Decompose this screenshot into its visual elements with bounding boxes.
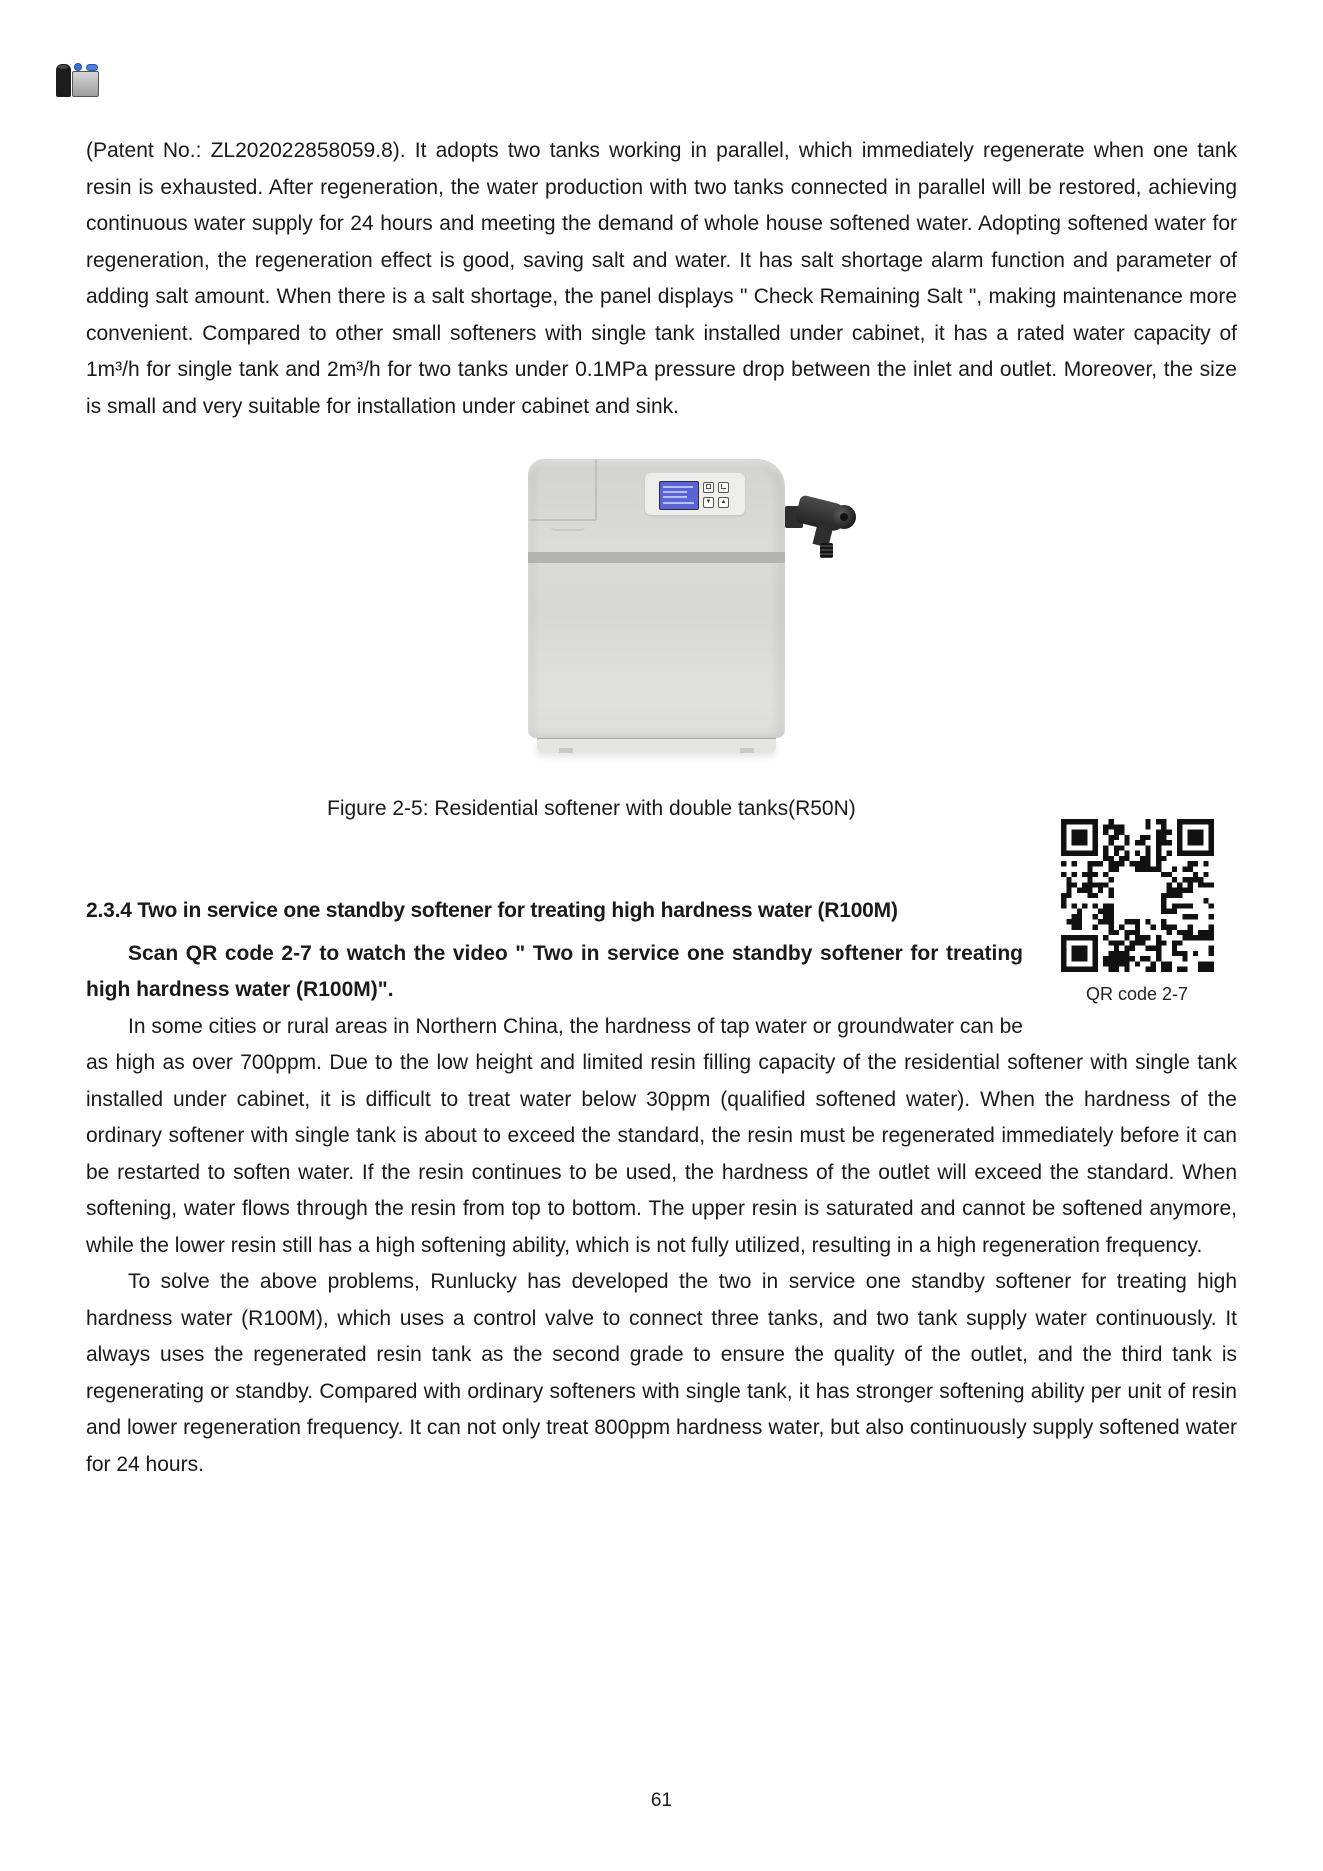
qr-logo-dot-icon [74,63,82,71]
device-base [537,738,776,753]
device-buttons [703,482,729,508]
device-enter-button [718,482,729,493]
figure-caption: Figure 2-5: Residential softener with double tanks(R50N) [327,797,856,820]
page-number: 61 [650,1790,673,1811]
device-up-button: ▲ [718,497,729,508]
device-lid-handle [551,523,585,531]
device-down-button: ▼ [703,497,714,508]
device-menu-button [703,482,714,493]
body-paragraph-2: To solve the above problems, Runlucky has developed the two in service one standby softener for treating high hardness water (R100M), which uses a control valve to connect three tanks, and two tank supply water continuously. It always uses the regenerated resin tank as the second grade to ensure the quality of the outlet, and the third tank is regenerating or standby. Compared with ordinary softeners with single tank, it has stronger softening ability per unit of resin and lower regeneration frequency. It can not only treat 800ppm hardness water, but also continuously supply softened water for 24 hours. [86,1270,1237,1476]
device-control-panel [645,473,745,515]
qr-code-image [1061,819,1214,972]
qr-caption: QR code 2-7 [1085,984,1189,1004]
device-lcd-screen [659,481,699,510]
qr-logo-softener-icon [72,71,99,97]
softener-device-photo [523,456,858,756]
qr-code-block [1037,819,1237,1040]
body-paragraph-1: In some cities or rural areas in Northern China, the hardness of tap water or groundwater can be as high as over 700ppm. Due to the low height and limited resin filling capacity of the residential softener with single tank installed under cabinet, it is difficult to treat water below 30ppm (qualified softened water). When the hardness of the ordinary softener with single tank is about to exceed the standard, the resin must be regenerated immediately before it can be restarted to soften water. If the resin continues to be used, the hardness of the outlet will exceed the standard. When softening, water flows through the resin from top to bottom. The upper resin is saturated and cannot be softened anymore, while the lower resin still has a high softening ability, which is not fully utilized, resulting in a high regeneration frequency. [86,1014,1237,1257]
device-stripe [528,552,785,563]
scan-instruction-paragraph: Scan QR code 2-7 to watch the video " Two in service one standby softener for treating high hardness water (R100M)". [86,941,1023,1001]
intro-paragraph: (Patent No.: ZL202022858059.8). It adopts two tanks working in parallel, which immediately regenerate when one tank resin is exhausted. After regeneration, the water production with two tanks connected in parallel will be restored, achieving continuous water supply for 24 hours and meeting the demand of whole house softened water. Adopting softened water for regeneration, the regeneration effect is good, saving salt and water. It has salt shortage alarm function and parameter of adding salt amount. When there is a salt shortage, the panel displays " Check Remaining Salt ", making maintenance more convenient. Compared to other small softeners with single tank installed under cabinet, it has a rated water capacity of 1m³/h for single tank and 2m³/h for two tanks under 0.1MPa pressure drop between the inlet and outlet. Moreover, the size is small and very suitable for installation under cabinet and sink. [86,139,1237,418]
device-lid-seam [595,460,597,520]
qr-logo [51,55,103,101]
device-valve-cap [832,505,856,529]
qr-logo-tank-icon [56,64,71,97]
qr-logo-pill-icon [86,64,98,71]
device-valve-fitting [820,543,833,558]
product-figure [86,456,1237,756]
section-heading: 2.3.4 Two in service one standby softener for treating high hardness water (R100M) [86,899,898,922]
device-lid-seam [529,519,596,521]
